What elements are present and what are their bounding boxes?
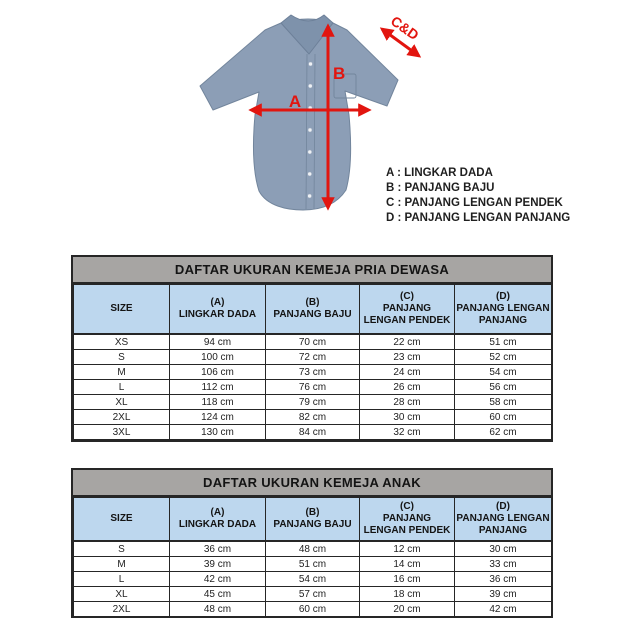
table-cell: 51 cm	[455, 334, 552, 350]
table-cell: 28 cm	[360, 395, 455, 410]
table-cell: 36 cm	[455, 572, 552, 587]
adult-table-title: DAFTAR UKURAN KEMEJA PRIA DEWASA	[73, 257, 551, 284]
table-cell: 39 cm	[455, 587, 552, 602]
kids-table-title: DAFTAR UKURAN KEMEJA ANAK	[73, 470, 551, 497]
table-row	[74, 425, 552, 440]
table-cell: 54 cm	[455, 365, 552, 380]
table-cell: 30 cm	[360, 410, 455, 425]
column-header-d: (D) PANJANG LENGAN PANJANG	[455, 285, 552, 335]
table-cell: 30 cm	[455, 541, 552, 557]
table-cell: 48 cm	[170, 602, 266, 617]
column-header-a: (A) LINGKAR DADA	[170, 285, 266, 335]
table-cell: 20 cm	[360, 602, 455, 617]
table-cell: 52 cm	[455, 350, 552, 365]
table-cell: 56 cm	[455, 380, 552, 395]
table-cell: 84 cm	[266, 425, 360, 440]
table-cell: XS	[74, 334, 170, 350]
table-cell: 24 cm	[360, 365, 455, 380]
adult-table-body	[74, 334, 552, 440]
table-cell: 76 cm	[266, 380, 360, 395]
column-header-d: (D) PANJANG LENGAN PANJANG	[455, 498, 552, 542]
table-cell: XL	[74, 587, 170, 602]
table-cell: 23 cm	[360, 350, 455, 365]
arrow-label-a: A	[288, 92, 302, 111]
table-row	[74, 541, 552, 557]
table-cell: 16 cm	[360, 572, 455, 587]
table-cell: M	[74, 365, 170, 380]
column-header-b: (B) PANJANG BAJU	[266, 498, 360, 542]
column-header-b: (B) PANJANG BAJU	[266, 285, 360, 335]
table-row	[74, 395, 552, 410]
table-cell: 54 cm	[266, 572, 360, 587]
table-cell: 73 cm	[266, 365, 360, 380]
table-row	[74, 334, 552, 350]
table-row	[74, 557, 552, 572]
column-header-c: (C) PANJANG LENGAN PENDEK	[360, 498, 455, 542]
table-cell: 33 cm	[455, 557, 552, 572]
measurement-legend	[386, 166, 570, 226]
table-cell: L	[74, 572, 170, 587]
table-cell: 60 cm	[455, 410, 552, 425]
table-cell: 22 cm	[360, 334, 455, 350]
table-cell: M	[74, 557, 170, 572]
table-cell: XL	[74, 395, 170, 410]
table-cell: S	[74, 541, 170, 557]
table-cell: 36 cm	[170, 541, 266, 557]
table-row	[74, 410, 552, 425]
column-header-c: (C) PANJANG LENGAN PENDEK	[360, 285, 455, 335]
table-cell: 79 cm	[266, 395, 360, 410]
legend-line-d: D : PANJANG LENGAN PANJANG	[386, 212, 571, 224]
table-row	[74, 350, 552, 365]
legend-line-b: B : PANJANG BAJU	[386, 182, 495, 194]
table-cell: 82 cm	[266, 410, 360, 425]
table-cell: 48 cm	[266, 541, 360, 557]
table-row	[74, 572, 552, 587]
table-cell: 58 cm	[455, 395, 552, 410]
table-cell: 62 cm	[455, 425, 552, 440]
kids-size-table	[71, 468, 553, 618]
table-cell: 94 cm	[170, 334, 266, 350]
table-cell: 14 cm	[360, 557, 455, 572]
table-cell: 26 cm	[360, 380, 455, 395]
legend-line-c: C : PANJANG LENGAN PENDEK	[386, 197, 563, 209]
table-cell: 70 cm	[266, 334, 360, 350]
header-row	[74, 285, 552, 335]
table-cell: 118 cm	[170, 395, 266, 410]
shirt-illustration	[200, 15, 398, 210]
legend-line-a: A : LINGKAR DADA	[386, 167, 493, 179]
table-row	[74, 380, 552, 395]
table-cell: 42 cm	[170, 572, 266, 587]
table-cell: 100 cm	[170, 350, 266, 365]
table-cell: S	[74, 350, 170, 365]
table-cell: 112 cm	[170, 380, 266, 395]
table-cell: 32 cm	[360, 425, 455, 440]
kids-table-body	[74, 541, 552, 617]
column-header-a: (A) LINGKAR DADA	[170, 498, 266, 542]
table-cell: 45 cm	[170, 587, 266, 602]
header-row	[74, 498, 552, 542]
table-cell: 12 cm	[360, 541, 455, 557]
table-cell: 39 cm	[170, 557, 266, 572]
column-header-size: SIZE	[74, 285, 170, 335]
table-cell: 106 cm	[170, 365, 266, 380]
table-cell: 130 cm	[170, 425, 266, 440]
table-cell: 2XL	[74, 410, 170, 425]
table-cell: 2XL	[74, 602, 170, 617]
table-cell: 124 cm	[170, 410, 266, 425]
table-cell: 3XL	[74, 425, 170, 440]
arrow-label-cd: C&D	[387, 12, 422, 44]
table-cell: 60 cm	[266, 602, 360, 617]
table-row	[74, 365, 552, 380]
table-cell: L	[74, 380, 170, 395]
table-cell: 51 cm	[266, 557, 360, 572]
table-cell: 57 cm	[266, 587, 360, 602]
table-row	[74, 602, 552, 617]
table-row	[74, 587, 552, 602]
table-cell: 72 cm	[266, 350, 360, 365]
table-cell: 42 cm	[455, 602, 552, 617]
column-header-size: SIZE	[74, 498, 170, 542]
arrow-label-b: B	[333, 64, 346, 83]
adult-size-table	[71, 255, 553, 442]
table-cell: 18 cm	[360, 587, 455, 602]
